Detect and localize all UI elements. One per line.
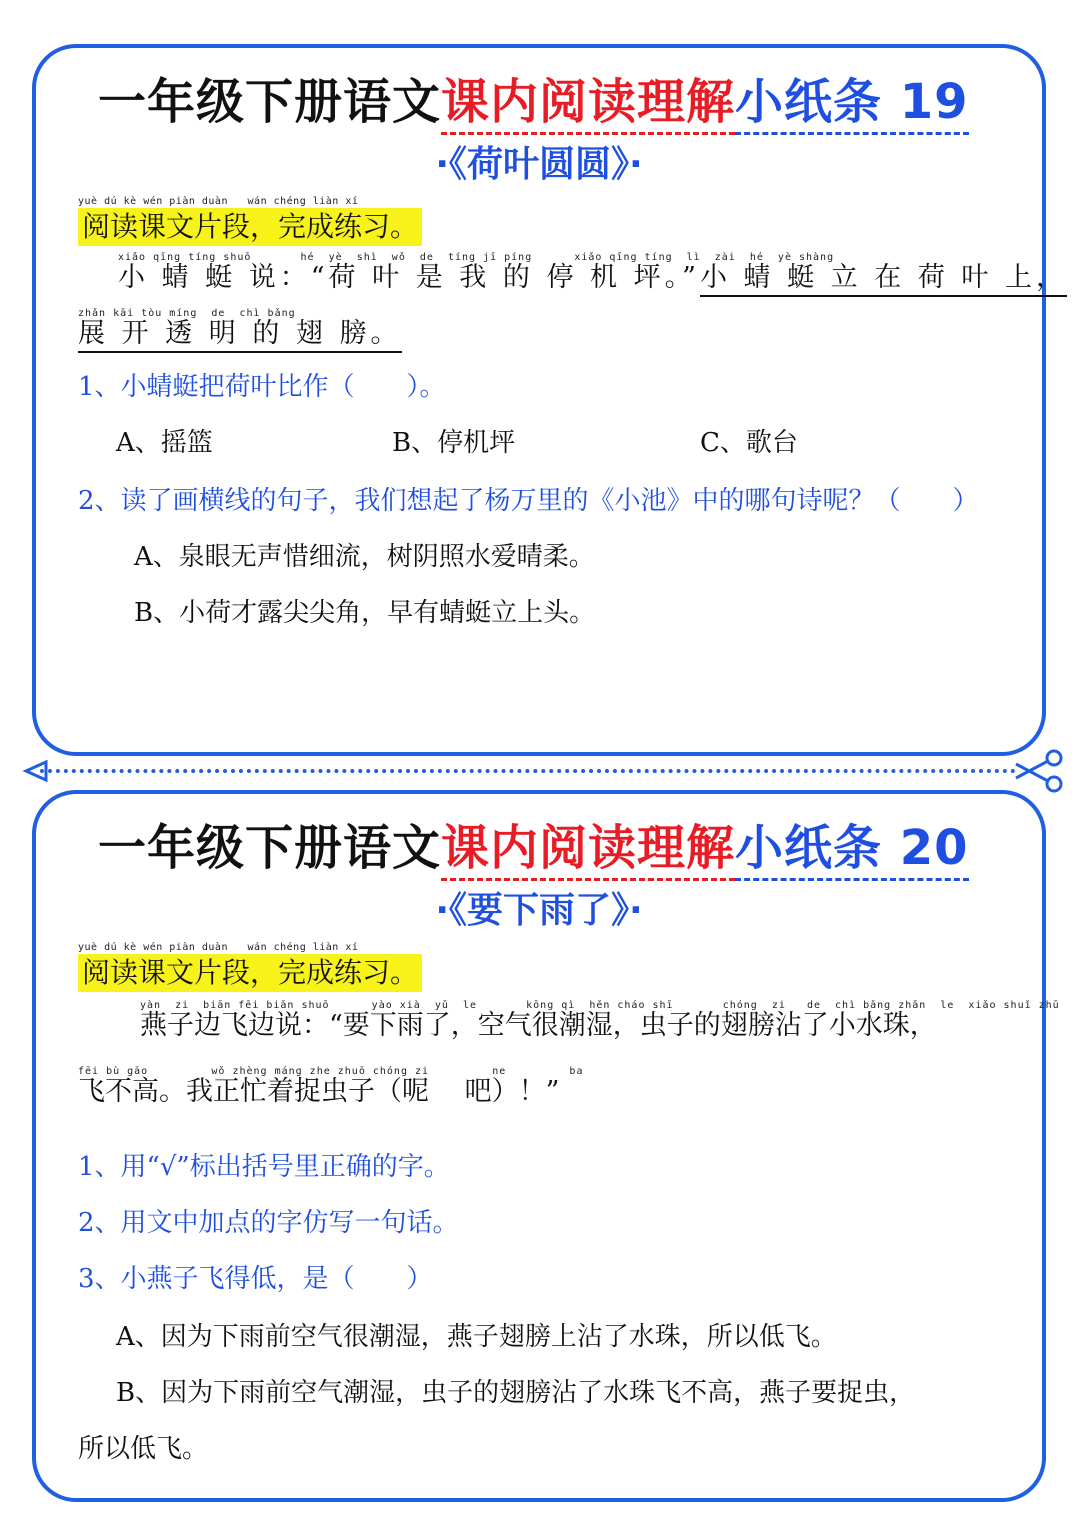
q2-option-a: A、泉眼无声惜细流，树阴照水爱晴柔。 [134,542,595,572]
title-note-number: 小纸条 20 [735,820,969,881]
passage-line2 [78,316,402,352]
q1-option-c: C、歌台 [700,428,798,458]
passage-underlined-1: 小 蜻 蜓 立 在 荷 叶 上， [700,262,1067,297]
passage-underlined-2: 展 开 透 明 的 翅 膀。 [78,318,402,353]
instruction-text: 阅读课文片段，完成练习。 [78,208,422,246]
question-3: 3、小燕子飞得低，是（ ） [78,1264,433,1294]
q3-option-b-cont: 所以低飞。 [78,1434,209,1464]
question-1: 1、小蜻蜓把荷叶比作（ ）。 [78,372,446,402]
card-title [98,818,969,878]
passage-line2: 飞不高。我正忙着捉虫子（呢 吧）！” [78,1076,560,1107]
q3-option-a: A、因为下雨前空气很潮湿，燕子翅膀上沾了水珠，所以低飞。 [116,1322,837,1352]
q1-option-a: A、摇篮 [116,428,213,458]
passage-line1-pinyin: yàn zi biān fēi biān shuō yào xià yǔ le kōng qì hěn cháo shī chóng zi de chì bǎng zhān le xiǎo shuǐ zhū [140,1000,1060,1011]
q1-option-b: B、停机坪 [392,428,516,458]
exercise-card-20 [32,790,1060,1502]
exercise-card-19 [32,44,1068,756]
question-2: 2、用文中加点的字仿写一句话。 [78,1208,459,1238]
lesson-title: ·《荷叶圆圆》· [435,144,643,185]
title-grade: 一年级下册语文 [98,74,442,130]
question-1: 1、用“√”标出括号里正确的字。 [78,1152,450,1182]
passage-line1: 燕子边飞边说：“要下雨了，空气很潮湿，虫子的翅膀沾了小水珠， [140,1010,937,1041]
instruction-pinyin: yuè dú kè wén piàn duàn wán chéng liàn xí [78,196,359,207]
instruction-tag [78,196,422,246]
cut-line [40,769,1016,773]
instruction-pinyin: yuè dú kè wén piàn duàn wán chéng liàn xí [78,942,359,953]
passage-line2-pinyin: fēi bù gāo wǒ zhèng máng zhe zhuō chóng zi ne ba [78,1066,584,1077]
lesson-title: ·《要下雨了》· [435,890,643,931]
passage-line2-pinyin: zhǎn kāi tòu míng de chì bǎng [78,308,296,319]
title-note-number: 小纸条 19 [735,74,969,135]
title-reading: 课内阅读理解 [441,74,735,135]
card-title [98,72,969,132]
passage-line1 [118,260,1067,296]
question-2: 2、读了画横线的句子，我们想起了杨万里的《小池》中的哪句诗呢？（ ） [78,486,979,516]
instruction-text: 阅读课文片段，完成练习。 [78,954,422,992]
title-grade: 一年级下册语文 [98,820,442,876]
scissors-icon [1012,748,1068,794]
passage-line1-pinyin: xiǎo qīng tíng shuō hé yè shì wǒ de tíng jī píng xiǎo qīng tíng lì zài hé yè shàng [118,252,835,263]
title-reading: 课内阅读理解 [441,820,735,881]
q2-option-b: B、小荷才露尖尖角，早有蜻蜓立上头。 [134,598,596,628]
passage-line1-a: 小 蜻 蜓 说：“荷 叶 是 我 的 停 机 坪。” [118,262,700,293]
q3-option-b: B、因为下雨前空气潮湿，虫子的翅膀沾了水珠飞不高，燕子要捉虫， [116,1378,916,1408]
instruction-tag [78,942,422,992]
